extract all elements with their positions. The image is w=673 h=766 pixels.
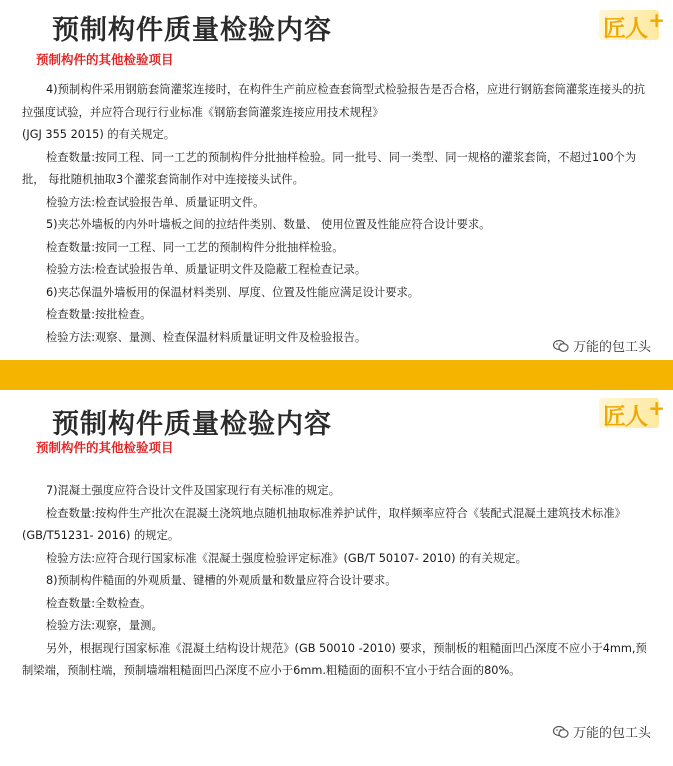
paragraph: 检验方法:应符合现行国家标准《混凝土强度检验评定标准》(GB/T 50107- 2010) 的有关规定。: [46, 551, 527, 565]
paragraph: 检查数量:按同一工程、同一工艺的预制构件分批抽样检验。: [46, 240, 344, 254]
paragraph: 检验方法:检查试验报告单、质量证明文件。: [46, 195, 265, 209]
brand-logo: [599, 396, 665, 430]
watermark: [553, 336, 651, 355]
logo-text: 匠人: [603, 15, 647, 42]
paragraph: (JGJ 355 2015) 的有关规定。: [22, 128, 176, 141]
paragraph: 检查数量:按构件生产批次在混凝土浇筑地点随机抽取标准养护试件，取样频率应符合《装配式混凝土建筑技术标准》(GB/T51231- 2016) 的规定。: [22, 506, 626, 542]
logo-plus: +: [648, 8, 665, 32]
logo-plus: +: [648, 396, 665, 420]
content-body: [22, 480, 650, 683]
slide-1: [0, 0, 673, 360]
section-subtitle: 预制构件的其他检验项目: [36, 440, 174, 455]
wechat-icon: [553, 725, 569, 739]
paragraph: 检验方法:观察，量测。: [46, 619, 163, 632]
watermark-text: 万能的包工头: [572, 726, 651, 741]
section-subtitle: 预制构件的其他检验项目: [36, 52, 174, 67]
paragraph: 7)混凝土强度应符合设计文件及国家现行有关标准的规定。: [46, 484, 341, 497]
logo-badge: [599, 8, 665, 42]
slide-divider-band: [0, 360, 673, 390]
slide-2: [0, 390, 673, 766]
logo-badge: [599, 396, 665, 430]
paragraph: 检验方法:检查试验报告单、质量证明文件及隐蔽工程检查记录。: [46, 263, 367, 276]
watermark-text: 万能的包工头: [572, 340, 651, 355]
paragraph: 8)预制构件糙面的外观质量、键槽的外观质量和数量应符合设计要求。: [46, 574, 397, 587]
paragraph: 6)夹芯保温外墙板用的保温材料类别、厚度、位置及性能应满足设计要求。: [46, 285, 420, 299]
paragraph: 检验方法:观察、量测、检查保温材料质量证明文件及检验报告。: [46, 330, 367, 344]
paragraph: 另外，根据现行国家标准《混凝土结构设计规范》(GB 50010 -2010) 要求，预制板的粗糙面凹凸深度不应小于4mm,预制梁端，预制柱端，预制墙端粗糙面凹凸深度不应小于6mm.粗糙面的面积不宜小于结合面的80%。: [22, 641, 647, 677]
paragraph: 检查数量:全数检查。: [46, 596, 152, 610]
content-body: [22, 79, 650, 349]
paragraph: 检查数量:按批检查。: [46, 308, 152, 321]
paragraph: 4)预制构件采用钢筋套筒灌浆连接时，在构件生产前应检查套筒型式检验报告是否合格，应进行钢筋套筒灌浆连接头的抗拉强度试验，并应符合现行行业标准《钢筋套筒灌浆连接应用技术规程》: [22, 83, 646, 119]
brand-logo: [599, 8, 665, 42]
paragraph: 检查数量:按同工程、同一工艺的预制构件分批抽样检验。同一批号、同一类型、同一规格的灌浆套筒，不超过100个为批， 每批随机抽取3个灌浆套筒制作对中连接接头试件。: [22, 150, 637, 186]
paragraph: 5)夹芯外墙板的内外叶墙板之间的拉结件类别、数量、 使用位置及性能应符合设计要求。: [46, 218, 491, 231]
logo-text: 匠人: [603, 403, 647, 430]
wechat-icon: [553, 339, 569, 353]
page-title: 预制构件质量检验内容: [52, 409, 332, 440]
watermark: [553, 722, 651, 741]
page-title: 预制构件质量检验内容: [52, 15, 332, 46]
